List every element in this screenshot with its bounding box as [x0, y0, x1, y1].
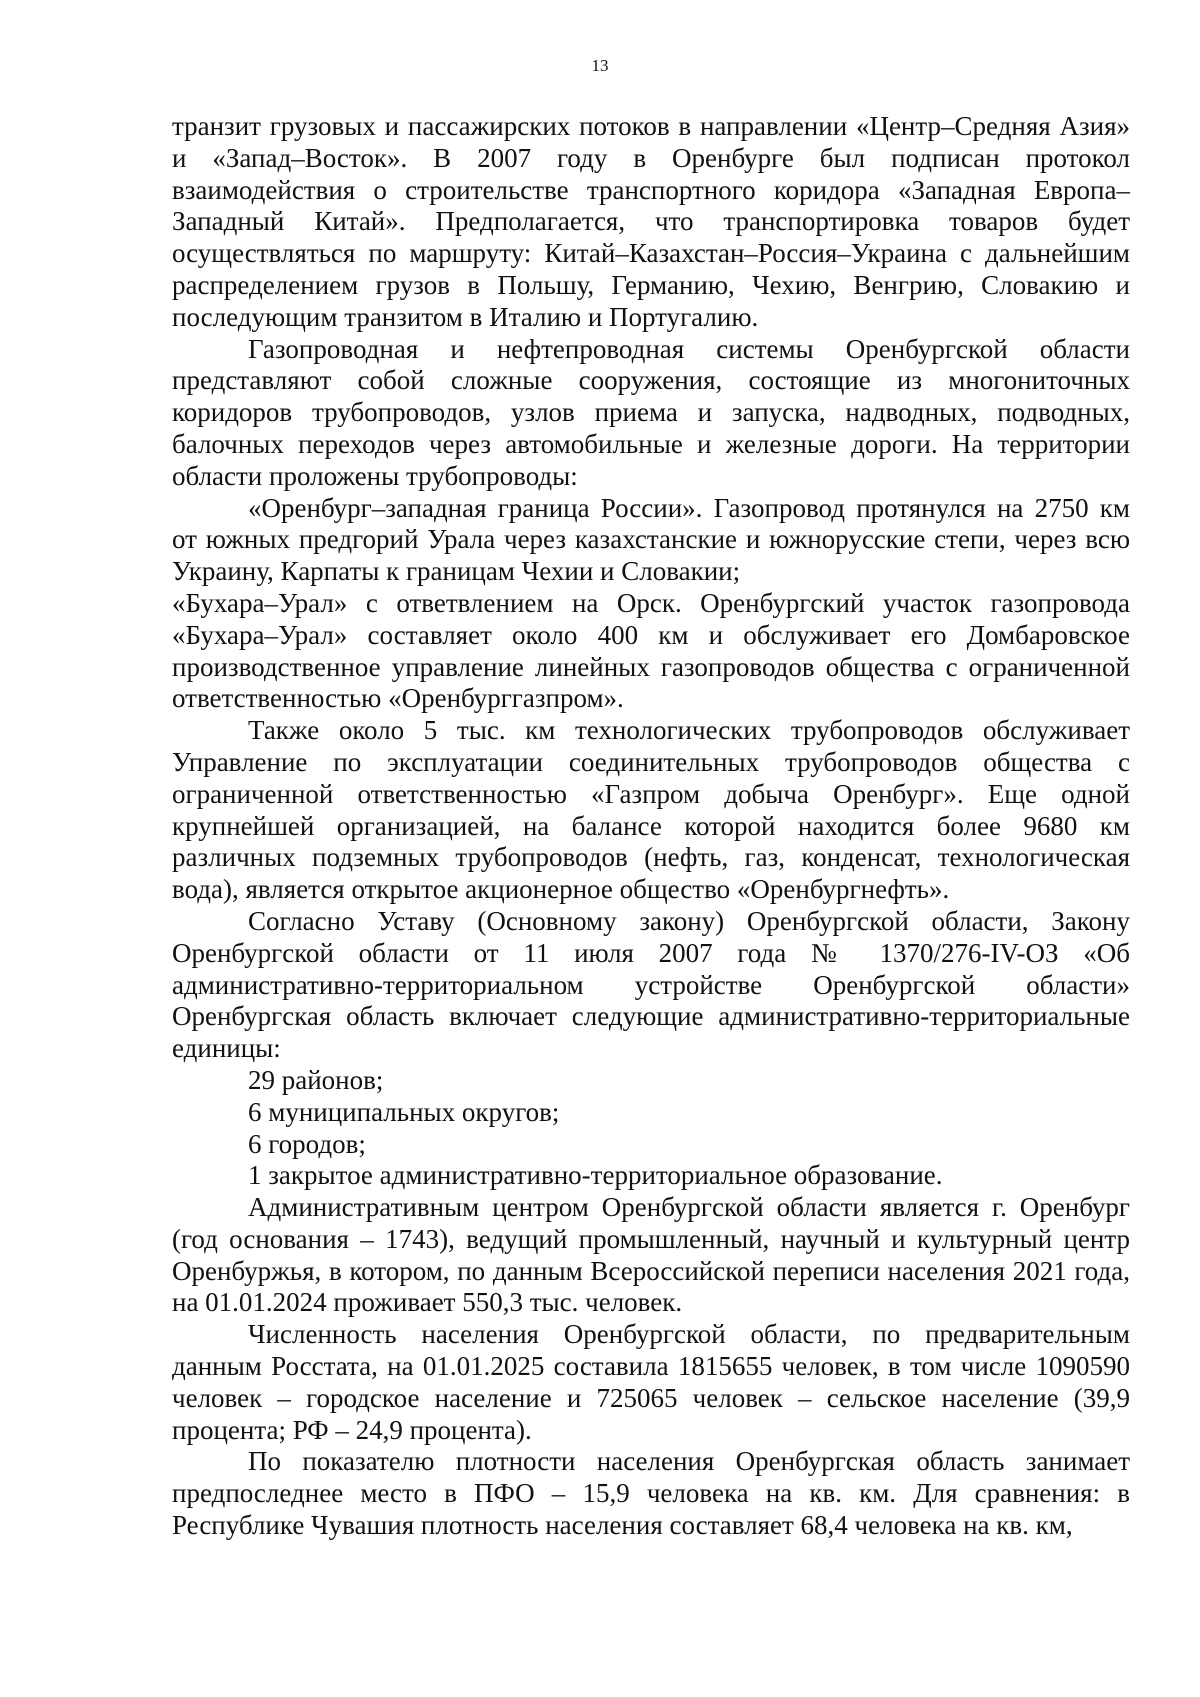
list-item-cities: 6 городов; [248, 1128, 366, 1159]
paragraph-population-density: По показателю плотности населения Оренбургская область занимает предпоследнее место в ПФО – 15,9 человека на кв. км. Для сравнения: в Республике Чувашия плотность населения составляет 68,4 человека на кв. км, [172, 1446, 1130, 1541]
page-number: 13 [591, 56, 609, 75]
paragraph-population: Численность населения Оренбургской области, по предварительным данным Росстата, на 01.01.2025 составила 1815655 человек, в том числе 1090590 человек – городское население и 725065 человек – сельское население (39,9 процента; РФ – 24,9 процента). [172, 1319, 1130, 1445]
list-item-districts: 29 районов; [248, 1064, 384, 1095]
paragraph-orenburg-western-border: «Оренбург–западная граница России». Газопровод протянулся на 2750 км от южных предгорий Урала через казахстанские и южнорусские степи, через всю Украину, Карпаты к границам Чехии и Словакии; [172, 492, 1130, 587]
paragraph-administrative-center: Административным центром Оренбургской области является г. Оренбург (год основания – 1743), ведущий промышленный, научный и культурный центр Оренбуржья, в котором, по данным Всероссийской переписи населения 2021 года, на 01.01.2024 проживает 550,3 тыс. человек. [172, 1192, 1130, 1318]
paragraph-pipeline-systems: Газопроводная и нефтепроводная системы Оренбургской области представляют собой сложные сооружения, состоящие из многониточных коридоров трубопроводов, узлов приема и запуска, надводных, подводных, балочных переходов через автомобильные и железные дороги. На территории области проложены трубопроводы: [172, 333, 1130, 491]
paragraph-transit-continuation: транзит грузовых и пассажирских потоков в направлении «Центр–Средняя Азия» и «Запад–Восток». В 2007 году в Оренбурге был подписан протокол взаимодействия о строительстве транспортного коридора «Западная Европа–Западный Китай». Предполагается, что транспортировка товаров будет осуществляться по маршруту: Китай–Казахстан–Россия–Украина с дальнейшим распределением грузов в Польшу, Германию, Чехию, Венгрию, Словакию и последующим транзитом в Италию и Португалию. [172, 111, 1130, 332]
paragraph-administrative-structure: Согласно Уставу (Основному закону) Оренбургской области, Закону Оренбургской области от 11 июля 2007 года № 1370/276-IV-ОЗ «Об административно-территориальном устройстве Оренбургской области» Оренбургская область включает следующие административно-территориальные единицы: [172, 905, 1130, 1064]
paragraph-bukhara-ural: «Бухара–Урал» с ответвлением на Орск. Оренбургский участок газопровода «Бухара–Урал» составляет около 400 км и обслуживает его Домбаровское производственное управление линейных газопроводов общества с ограниченной ответственностью «Оренбурггазпром». [172, 587, 1130, 714]
paragraph-technological-pipelines: Также около 5 тыс. км технологических трубопроводов обслуживает Управление по эксплуатации соединительных трубопроводов общества с ограниченной ответственностью «Газпром добыча Оренбург». Еще одной крупнейшей организацией, на балансе которой находится более 9680 км различных подземных трубопроводов (нефть, газ, конденсат, технологическая вода), является открытое акционерное общество «Оренбургнефть». [172, 715, 1130, 905]
list-item-closed-territory: 1 закрытое административно-территориальное образование. [248, 1160, 943, 1191]
body-text [172, 111, 1130, 1542]
list-item-municipal-districts: 6 муниципальных округов; [248, 1096, 560, 1127]
